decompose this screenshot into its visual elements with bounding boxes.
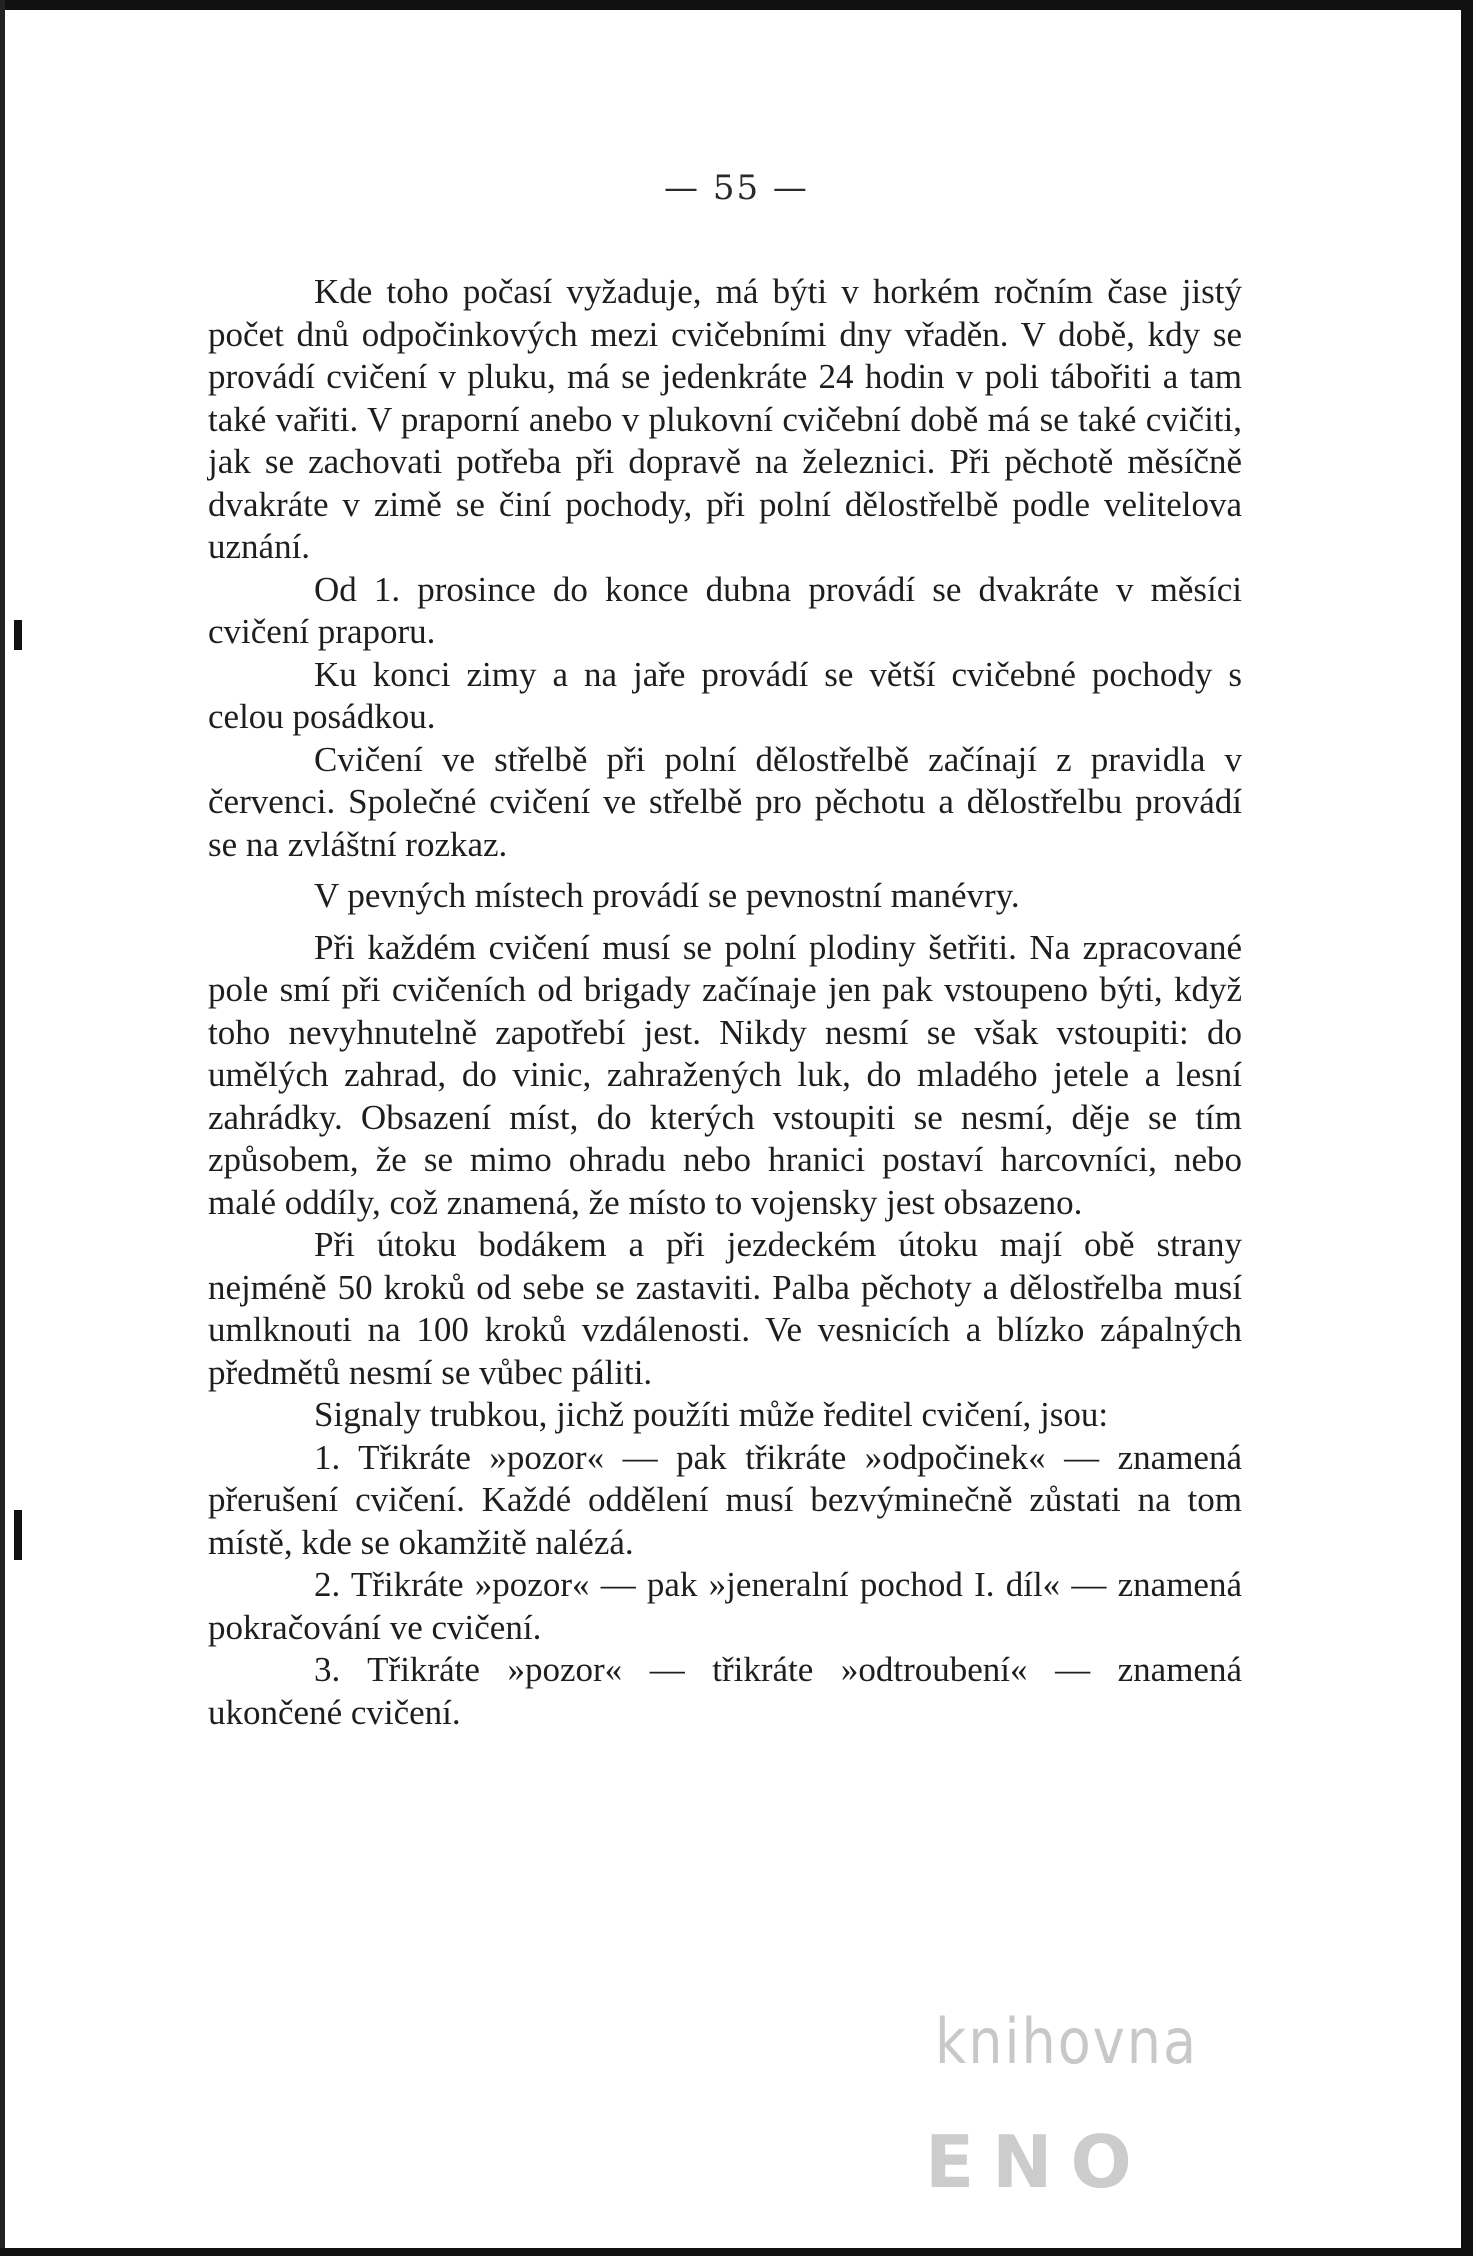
page-number: — 55 — <box>664 168 809 208</box>
paragraph: Při útoku bodákem a při jezdeckém útoku mají obě strany nejméně 50 kroků od sebe se zastaviti. Palba pěchoty a dělostřelba musí umlknouti na 100 kroků vzdálenosti. Ve vesnicích a blízko zápalných předmětů nesmí se vůbec páliti. <box>208 1225 1242 1392</box>
paragraph: V pevných místech provádí se pevnostní manévry. <box>314 876 1020 915</box>
binding-mark <box>14 620 22 650</box>
library-stamp: knihovna <box>935 2005 1199 2078</box>
paragraph: Ku konci zimy a na jaře provádí se větší cvičebné pochody s celou posádkou. <box>208 654 1242 736</box>
paragraph: Od 1. prosince do konce dubna provádí se dvakráte v měsíci cvičení praporu. <box>208 569 1242 651</box>
binding-mark <box>14 1510 22 1560</box>
scan-border-bottom <box>0 2248 1473 2256</box>
paragraph: Při každém cvičení musí se polní plodiny šetřiti. Na zpracované pole smí při cvičeních od brigady začínaje jen pak vstoupeno býti, když toho nevyhnutelně zapotřebí jest. Nikdy nesmí se však vstoupiti: do umělých zahrad, do vinic, zahražených luk, do mladého jetele a lesní zahrádky. Obsazení míst, do kterých vstoupiti se nesmí, děje se tím způsobem, že se mimo ohradu nebo hranici postaví harcovníci, nebo malé oddíly, což znamená, že místo to vojensky jest obsazeno. <box>208 927 1242 1222</box>
scan-border-right <box>1461 0 1473 2256</box>
body-text <box>208 271 1242 1734</box>
paragraph: 2. Třikráte »pozor« — pak »jeneralní pochod I. díl« — znamená pokračování ve cvičení. <box>208 1565 1242 1647</box>
library-stamp-mark: ENO <box>925 2120 1150 2204</box>
scan-border-left <box>0 0 5 2256</box>
paragraph: 3. Třikráte »pozor« — třikráte »odtroubení« — znamená ukončené cvičení. <box>208 1650 1242 1732</box>
paragraph: Signaly trubkou, jichž použíti může ředitel cvičení, jsou: <box>314 1395 1109 1434</box>
scan-border-top <box>0 0 1473 10</box>
paragraph: 1. Třikráte »pozor« — pak třikráte »odpočinek« — znamená přerušení cvičení. Každé oddělení musí bezvýminečně zůstati na tom místě, kde se okamžitě nalézá. <box>208 1437 1242 1562</box>
paragraph: Kde toho počasí vyžaduje, má býti v horkém ročním čase jistý počet dnů odpočinkových mezi cvičebními dny vřaděn. V době, kdy se provádí cvičení v pluku, má se jedenkráte 24 hodin v poli tábořiti a tam také vařiti. V praporní anebo v plukovní cvičební době má se také cvičiti, jak se zachovati potřeba při dopravě na železnici. Při pěchotě měsíčně dvakráte v zimě se činí pochody, při polní dělostřelbě podle velitelova uznání. <box>208 272 1242 566</box>
paragraph: Cvičení ve střelbě při polní dělostřelbě začínají z pravidla v červenci. Společné cvičení ve střelbě pro pěchotu a dělostřelbu provádí se na zvláštní rozkaz. <box>208 739 1242 864</box>
